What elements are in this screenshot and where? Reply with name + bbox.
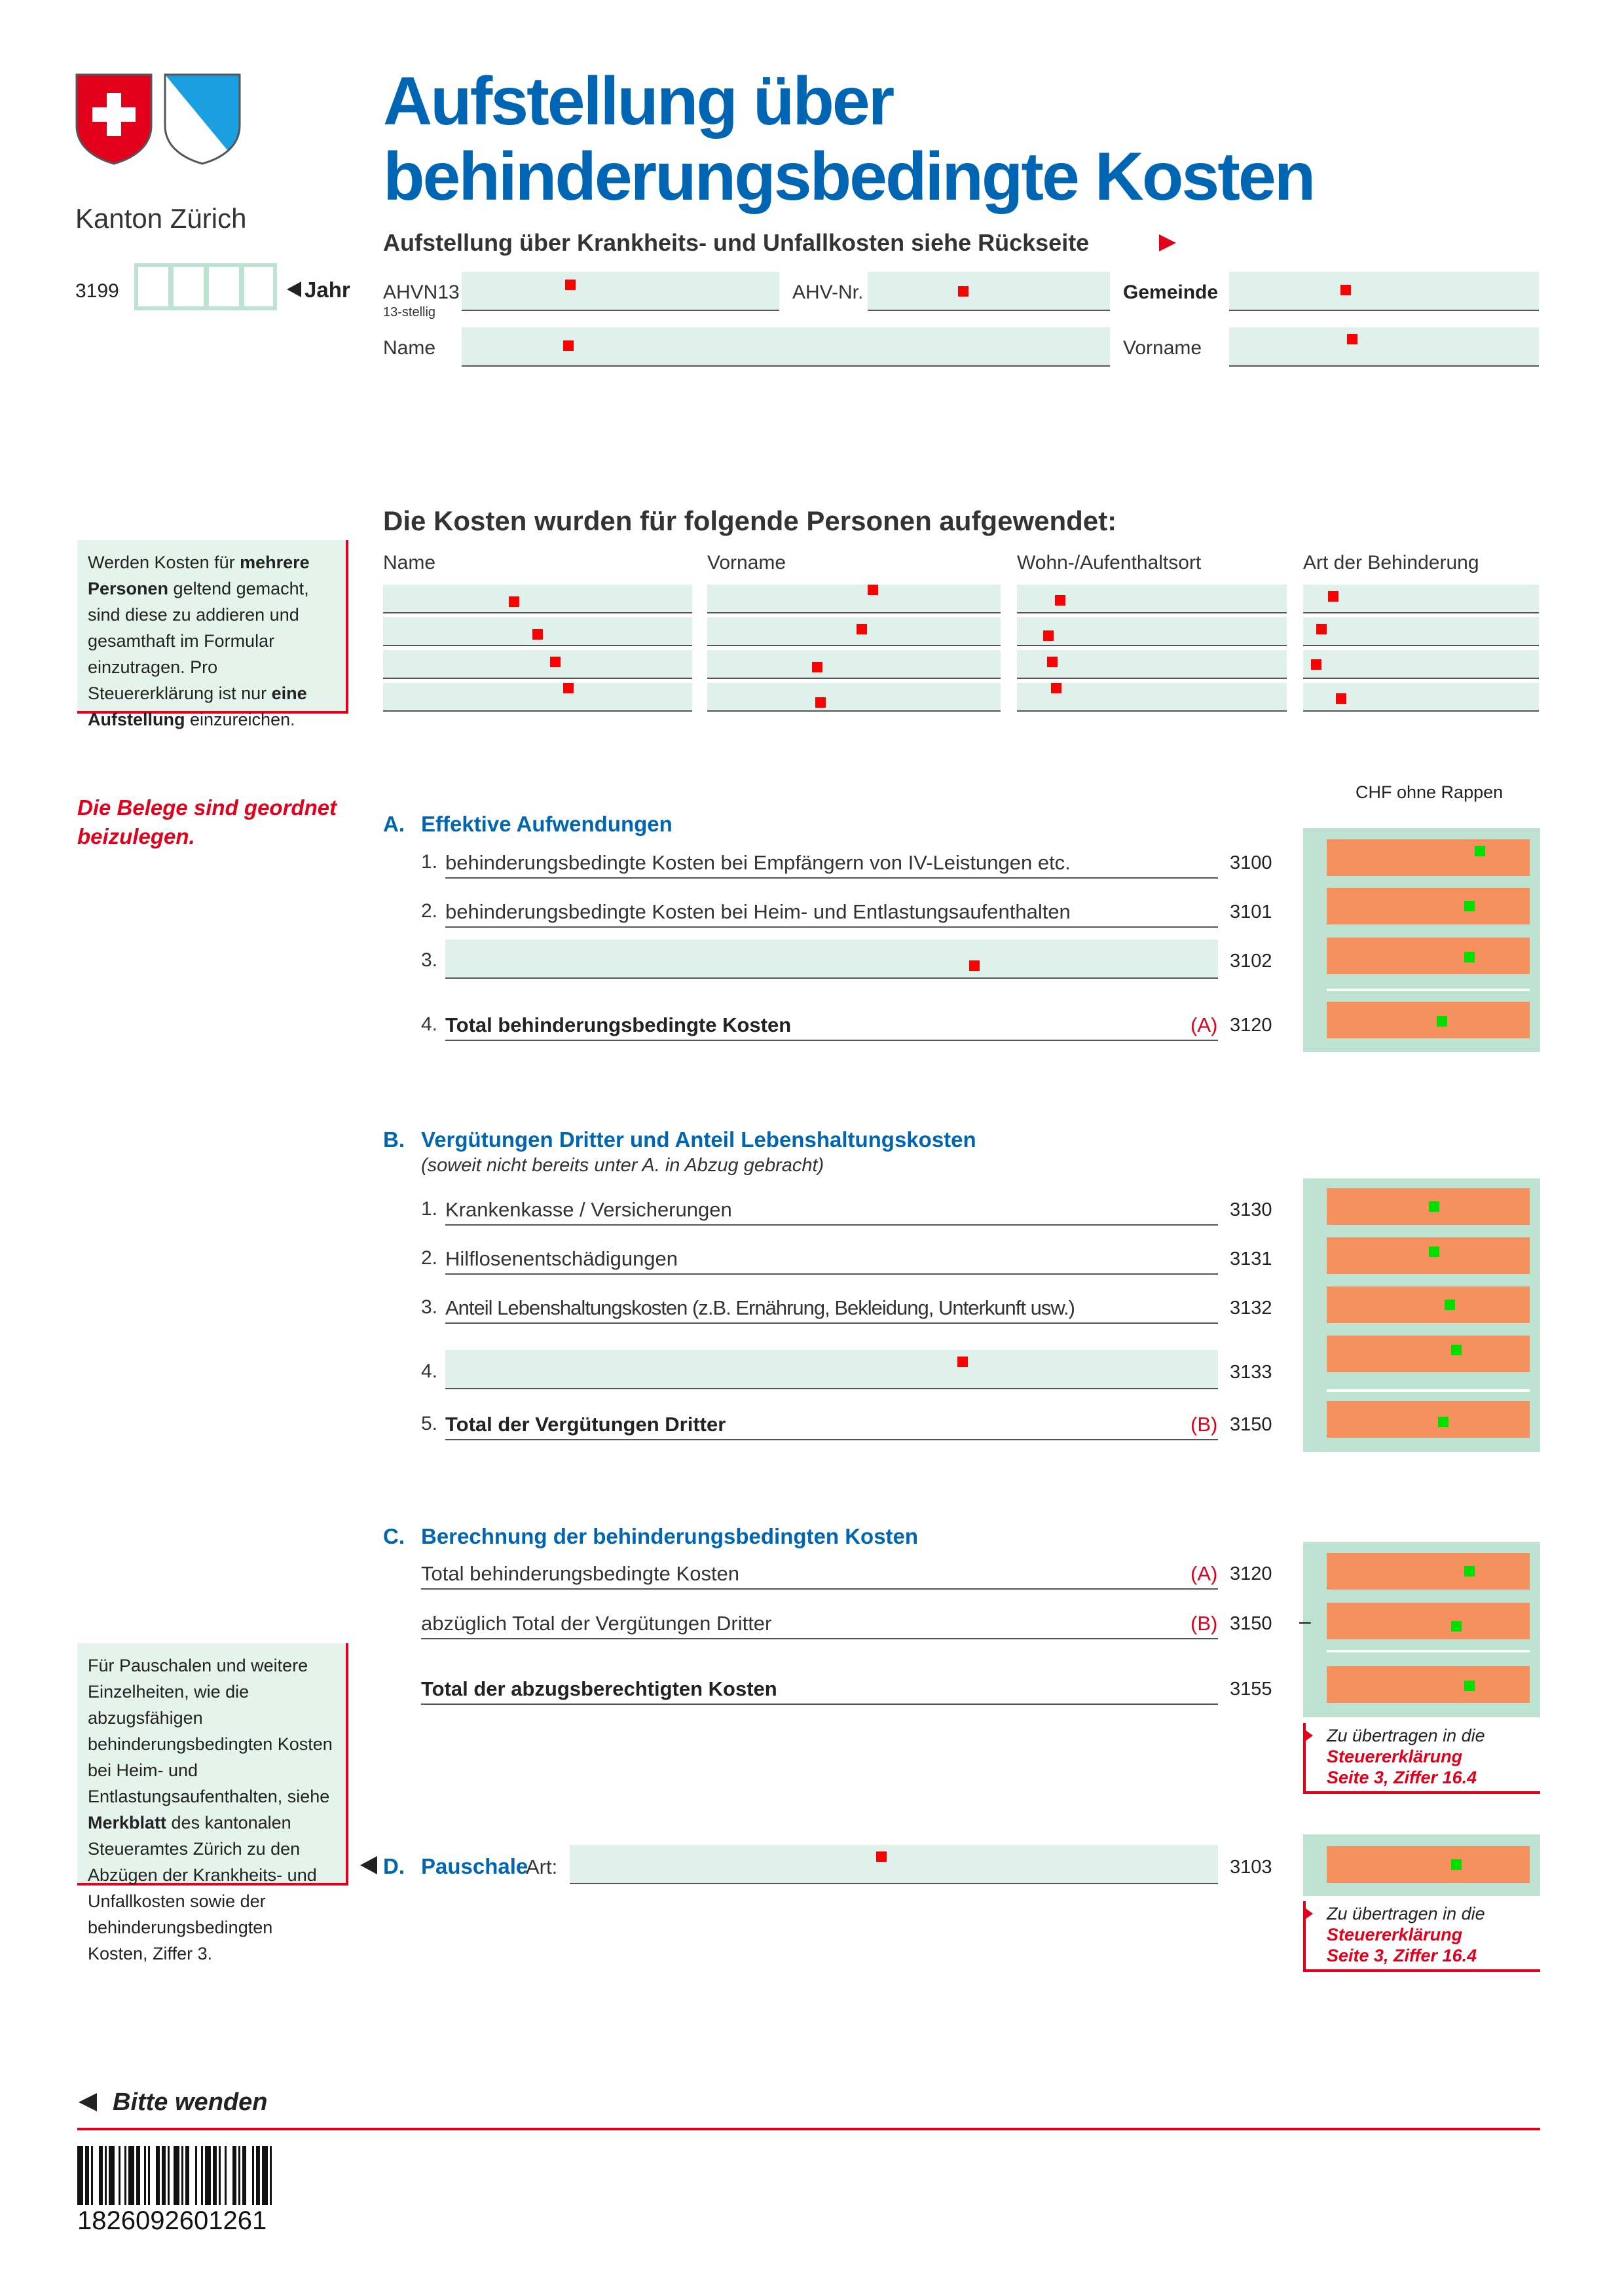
person-4-behinderung[interactable]: [1303, 683, 1539, 712]
a-row-3-number: 3.: [421, 949, 438, 971]
persons-col-vorname: Vorname: [707, 552, 786, 574]
bitte-wenden[interactable]: Bitte wenden: [113, 2088, 268, 2116]
b-row-1-label: Krankenkasse / Versicherungen: [445, 1198, 732, 1221]
b-row-3-label: Anteil Lebenshaltungskosten (z.B. Ernährung, Bekleidung, Unterkunft usw.): [445, 1296, 1075, 1319]
persons-col-behinderung: Art der Behinderung: [1303, 552, 1479, 574]
person-3-vorname[interactable]: [707, 650, 1001, 679]
c-transfer-line3: Seite 3, Ziffer 16.4: [1327, 1768, 1477, 1787]
b-row-2-number: 2.: [421, 1247, 438, 1269]
arrow-left-section-d-icon: [359, 1855, 378, 1876]
person-1-vorname[interactable]: [707, 585, 1001, 613]
a-row-4-code: 3120: [1230, 1015, 1272, 1036]
a-row-4-number: 4.: [421, 1013, 438, 1035]
ahvn13-sublabel: 13-stellig: [383, 305, 436, 319]
form-code: 3199: [75, 280, 119, 302]
b-row-4-input[interactable]: [445, 1350, 1218, 1389]
page-title-line2: behinderungsbedingte Kosten: [383, 139, 1314, 215]
a-row-4-underline: [445, 1040, 1218, 1041]
amount-field-3103[interactable]: [1327, 1846, 1530, 1883]
arrow-left-icon: [286, 280, 303, 299]
c-transfer-line2: Steuererklärung: [1327, 1747, 1463, 1766]
c-transfer-line1: Zu übertragen in die: [1327, 1726, 1485, 1745]
d-transfer-line2: Steuererklärung: [1327, 1925, 1463, 1944]
person-3-name[interactable]: [383, 650, 692, 679]
person-1-behinderung[interactable]: [1303, 585, 1539, 613]
arrow-left-footer-icon: [77, 2092, 98, 2113]
swiss-coat-of-arms-icon: [75, 73, 153, 165]
amount-field-3120[interactable]: [1327, 1002, 1530, 1038]
amount-field-3155[interactable]: [1327, 1666, 1530, 1703]
a-row-2-underline: [445, 926, 1218, 928]
b-row-5-tag: (B): [1190, 1413, 1218, 1436]
a-row-3-input[interactable]: [445, 939, 1218, 979]
c-row-1-code: 3120: [1230, 1563, 1272, 1584]
b-row-3-number: 3.: [421, 1296, 438, 1318]
a-row-1-number: 1.: [421, 851, 438, 873]
c-row-2-underline: [421, 1638, 1218, 1639]
person-1-ort[interactable]: [1017, 585, 1287, 613]
a-row-2-code: 3101: [1230, 902, 1272, 922]
note-mehrere-personen: Werden Kosten für mehrere Personen geltend gemacht, sind diese zu addieren und gesamthaft im Formular einzutragen. Pro Steuererklärung ist nur eine Aufstellung einzureichen.: [77, 540, 348, 714]
section-a-divider: [1327, 989, 1530, 991]
currency-header: CHF ohne Rappen: [1356, 782, 1504, 802]
vorname-label: Vorname: [1123, 337, 1202, 359]
ahv-field[interactable]: [868, 272, 1110, 311]
c-row-3-code: 3155: [1230, 1679, 1272, 1700]
person-3-ort[interactable]: [1017, 650, 1287, 679]
d-transfer-line1: Zu übertragen in die: [1327, 1904, 1485, 1923]
section-b-title: Vergütungen Dritter und Anteil Lebenshaltungskosten: [421, 1127, 976, 1152]
b-row-4-code: 3133: [1230, 1362, 1272, 1383]
c-row-1-label: Total behinderungsbedingte Kosten: [421, 1562, 740, 1585]
persons-col-ort: Wohn-/Aufenthaltsort: [1017, 552, 1202, 574]
b-row-2-label: Hilflosenentschädigungen: [445, 1247, 678, 1270]
note-belege: Die Belege sind geordnet beizulegen.: [77, 795, 337, 848]
b-row-2-underline: [445, 1273, 1218, 1275]
b-row-1-code: 3130: [1230, 1199, 1272, 1220]
section-a-letter: A.: [383, 812, 405, 836]
zurich-coat-of-arms-icon: [164, 73, 241, 165]
c-row-3-label: Total der abzugsberechtigten Kosten: [421, 1677, 777, 1700]
c-row-2-operator: –: [1299, 1609, 1311, 1633]
a-row-1-code: 3100: [1230, 852, 1272, 873]
b-row-5-number: 5.: [421, 1413, 438, 1434]
section-b-letter: B.: [383, 1127, 405, 1152]
section-c-title: Berechnung der behinderungsbedingten Kosten: [421, 1524, 919, 1548]
person-4-name[interactable]: [383, 683, 692, 712]
person-2-ort[interactable]: [1017, 617, 1287, 646]
footer-rule: [77, 2128, 1540, 2130]
section-d-title: Pauschale: [421, 1854, 528, 1878]
b-row-5-code: 3150: [1230, 1414, 1272, 1435]
amount-field-3132[interactable]: [1327, 1286, 1530, 1323]
person-4-vorname[interactable]: [707, 683, 1001, 712]
b-row-3-code: 3132: [1230, 1298, 1272, 1319]
c-row-2-code: 3150: [1230, 1613, 1272, 1634]
ahvn13-field[interactable]: [462, 272, 779, 311]
a-row-3-code: 3102: [1230, 951, 1272, 972]
a-row-2-label: behinderungsbedingte Kosten bei Heim- und Entlastungsaufenthalten: [445, 900, 1071, 923]
person-3-behinderung[interactable]: [1303, 650, 1539, 679]
person-1-name[interactable]: [383, 585, 692, 613]
c-row-1-underline: [421, 1588, 1218, 1590]
subtitle-link[interactable]: Aufstellung über Krankheits- und Unfallkosten siehe Rückseite: [383, 229, 1090, 256]
amount-field-3131[interactable]: [1327, 1237, 1530, 1274]
section-d-art-label: Art:: [526, 1855, 558, 1878]
amount-field-3102[interactable]: [1327, 938, 1530, 974]
amount-field-3100[interactable]: [1327, 839, 1530, 876]
section-c-divider: [1327, 1650, 1530, 1652]
vorname-field[interactable]: [1229, 327, 1539, 367]
persons-heading: Die Kosten wurden für folgende Personen aufgewendet:: [383, 505, 1117, 536]
canton-name: Kanton Zürich: [75, 203, 247, 234]
person-2-behinderung[interactable]: [1303, 617, 1539, 646]
b-row-5-underline: [445, 1439, 1218, 1440]
amount-field-3133[interactable]: [1327, 1336, 1530, 1372]
pauschale-art-input[interactable]: [570, 1845, 1218, 1884]
section-b-divider: [1327, 1389, 1530, 1392]
section-d-code: 3103: [1230, 1857, 1272, 1878]
person-2-vorname[interactable]: [707, 617, 1001, 646]
amount-field-3150[interactable]: [1327, 1401, 1530, 1438]
section-b-subtitle: (soweit nicht bereits unter A. in Abzug gebracht): [421, 1155, 824, 1176]
person-2-name[interactable]: [383, 617, 692, 646]
a-row-4-label: Total behinderungsbedingte Kosten: [445, 1013, 792, 1036]
a-row-2-number: 2.: [421, 900, 438, 922]
amount-field-3130[interactable]: [1327, 1188, 1530, 1225]
c-row-2-tag: (B): [1190, 1612, 1218, 1635]
section-c-letter: C.: [383, 1524, 405, 1548]
year-boxes[interactable]: [134, 263, 277, 310]
amount-field-c-3120[interactable]: [1327, 1553, 1530, 1590]
b-row-1-underline: [445, 1224, 1218, 1226]
ahv-label: AHV-Nr.: [792, 282, 864, 303]
d-transfer-line3: Seite 3, Ziffer 16.4: [1327, 1946, 1477, 1965]
gemeinde-field[interactable]: [1229, 272, 1539, 311]
section-a-title: Effektive Aufwendungen: [421, 812, 673, 836]
amount-field-3101[interactable]: [1327, 888, 1530, 924]
persons-col-name: Name: [383, 552, 436, 574]
b-row-1-number: 1.: [421, 1198, 438, 1220]
b-row-4-number: 4.: [421, 1360, 438, 1382]
name-label: Name: [383, 337, 436, 359]
b-row-2-code: 3131: [1230, 1248, 1272, 1269]
year-label: Jahr: [304, 278, 350, 302]
c-row-1-tag: (A): [1190, 1562, 1218, 1585]
a-row-1-label: behinderungsbedingte Kosten bei Empfängern von IV-Leistungen etc.: [445, 851, 1071, 874]
c-row-2-label: abzüglich Total der Vergütungen Dritter: [421, 1612, 772, 1635]
arrow-right-icon: [1158, 233, 1177, 253]
note-pauschalen: Für Pauschalen und weitere Einzelheiten, wie die abzugsfähigen behinderungsbedingten Kosten bei Heim- und Entlastungsaufenthalten, siehe Merkblatt des kantonalen Steueramtes Zürich zu den Abzügen der Krankheits- und Unfallkosten sowie der behinderungsbedingten Kosten, Ziffer 3.: [77, 1643, 348, 1886]
b-row-3-underline: [445, 1322, 1218, 1324]
barcode-number: 1826092601261: [77, 2206, 267, 2235]
page-title-line1: Aufstellung über: [383, 64, 893, 139]
section-d-letter: D.: [383, 1854, 405, 1878]
a-row-1-underline: [445, 877, 1218, 879]
amount-field-c-3150[interactable]: [1327, 1603, 1530, 1639]
name-field[interactable]: [462, 327, 1110, 367]
barcode-icon: [77, 2146, 365, 2205]
ahvn13-label: AHVN13: [383, 282, 460, 303]
person-4-ort[interactable]: [1017, 683, 1287, 712]
b-row-5-label: Total der Vergütungen Dritter: [445, 1413, 726, 1436]
c-row-3-underline: [421, 1704, 1218, 1705]
a-row-4-tag: (A): [1190, 1013, 1218, 1036]
gemeinde-label: Gemeinde: [1123, 282, 1219, 303]
